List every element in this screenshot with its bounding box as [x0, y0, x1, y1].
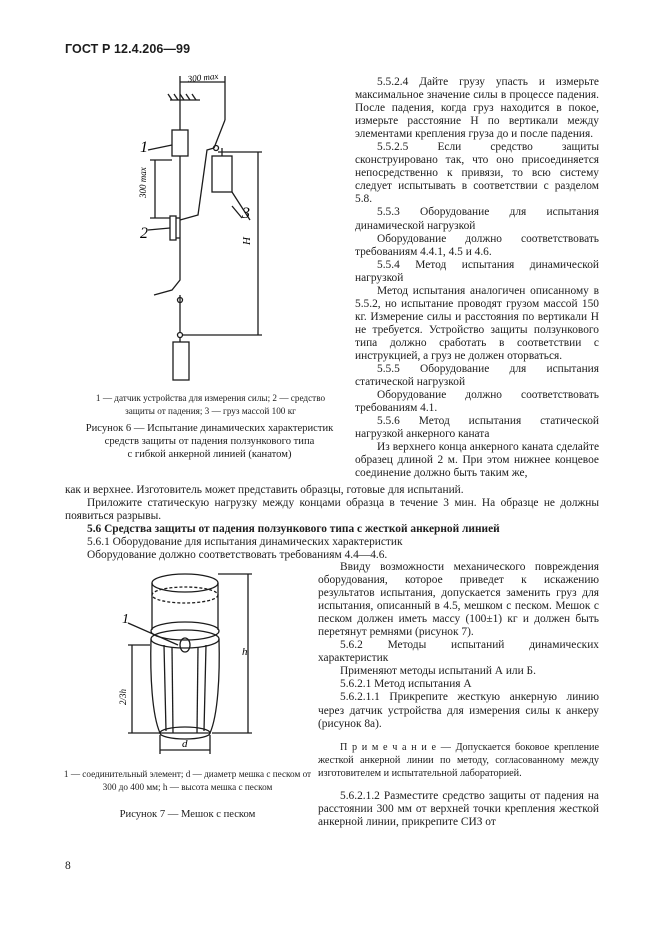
figure-6-caption-line-3: с гибкой анкерной линией (канатом) — [127, 449, 292, 460]
document-header: ГОСТ Р 12.4.206—99 — [65, 42, 191, 56]
figure-6-drawing — [110, 70, 360, 390]
figure-6-legend: 1 — датчик устройства для измерения силы; 2 — средство защиты от падения; 3 — груз массой 100 кг — [95, 393, 326, 416]
figure-6-caption — [72, 422, 347, 461]
fig6-dim-h: H — [241, 237, 253, 245]
fig6-dim-vert: 300 max — [138, 167, 148, 198]
full-width-section — [65, 484, 599, 562]
fig7-label-1: 1 — [122, 612, 129, 627]
fig6-label-1: 1 — [140, 139, 148, 156]
fig7-dim-h: h — [242, 646, 248, 658]
para-5-6-2-1-1: 5.6.2.1.1 Прикрепите жесткую анкерную линию через датчик устройства для измерения силы к анкеру (рисунок 8а). — [318, 691, 599, 730]
para-5-5-6-text: Из верхнего конца анкерного каната сделайте образец длиной 2 м. При этом нижнее концевое соединение должно быть таким же, — [355, 441, 599, 480]
figure-6-caption-line-2: средств защиты от падения ползункового типа — [104, 436, 315, 447]
para-5-5-4: 5.5.4 Метод испытания динамической нагрузкой — [355, 258, 599, 284]
para-5-5-2-5: 5.5.2.5 Если средство защиты сконструировано так, что оно присоединяется непосредственно к привязи, то всю систему следует испытывать в соответствии с разделом 5.8. — [355, 141, 599, 206]
para-sandbag: Ввиду возможности механического повреждения оборудования, которое приведет к искажению результатов испытания, допускается заменить груз для испытания, описанный в 4.5, мешком с песком. Мешок с песком должен иметь массу (100±1) кг и должен быть перетянут ремнями (рисунок 7). — [318, 561, 599, 639]
para-5-5-5: 5.5.5 Оборудование для испытания статической нагрузкой — [355, 363, 599, 389]
para-5-6-1: 5.6.1 Оборудование для испытания динамических характеристик — [87, 536, 403, 549]
para-5-5-4-text: Метод испытания аналогичен описанному в 5.5.2, но испытание проводят грузом массой 150 кг. Измерение силы и расстояния по вертикали H не требуется. Устройство защиты ползункового типа должно сработать в соответствии с инструкцией, а груз не должен оторваться. — [355, 284, 599, 362]
para-5-5-5-text: Оборудование должно соответствовать требованиям 4.1. — [355, 389, 599, 415]
fig6-dim-top: 300 max — [187, 70, 219, 84]
para-5-5-2-4: 5.5.2.4 Дайте грузу упасть и измерьте максимальное значение силы в процессе падения. После падения, когда груз находится в покое, измерьте расстояние H по вертикали между элементами крепления груза до и после падения. — [355, 76, 599, 141]
full-line-1: как и верхнее. Изготовитель может представить образцы, готовые для испытаний. — [65, 484, 464, 496]
para-5-6-2: 5.6.2 Методы испытаний динамических характеристик — [318, 639, 599, 665]
para-5-6-2-1-2: 5.6.2.1.2 Разместите средство защиты от падения на расстоянии 300 мм от верхней точки крепления жесткой анкерной линии, прикрепите СИЗ от — [318, 789, 599, 828]
fig6-label-2: 2 — [140, 225, 148, 242]
right-column-top — [355, 76, 599, 480]
figure-7-caption: Рисунок 7 — Мешок с песком — [119, 809, 256, 820]
para-5-6-1-text: Оборудование должно соответствовать требованиям 4.4—4.6. — [87, 549, 388, 562]
para-5-5-3: 5.5.3 Оборудование для испытания динамической нагрузкой — [355, 206, 599, 232]
figure-6-caption-line-1: Рисунок 6 — Испытание динамических характеристик — [85, 423, 334, 434]
right-column-bottom — [318, 561, 599, 829]
para-5-5-6: 5.5.6 Метод испытания статической нагрузкой анкерного каната — [355, 415, 599, 441]
fig7-dim-small: 2/3h — [118, 688, 128, 705]
full-line-2: Приложите статическую нагрузку между концами образца в течение 3 мин. На образце не должны появиться разрывы. — [65, 497, 599, 523]
fig6-label-3: 3 — [242, 205, 250, 222]
para-5-6-2-1: 5.6.2.1 Метод испытания А — [340, 678, 472, 691]
figure-7-drawing — [100, 565, 280, 765]
figure-7-legend: 1 — соединительный элемент; d — диаметр мешка с песком от 300 до 400 мм; h — высота мешка с песком — [63, 769, 312, 792]
para-5-6-2-text: Применяют методы испытаний А или Б. — [340, 665, 536, 678]
page-number: 8 — [65, 860, 71, 872]
section-5-6-heading: 5.6 Средства защиты от падения ползункового типа с жесткой анкерной линией — [87, 523, 500, 536]
para-5-5-3-text: Оборудование должно соответствовать требованиям 4.4.1, 4.5 и 4.6. — [355, 232, 599, 258]
note: П р и м е ч а н и е — Допускается боковое крепление жесткой анкерной линии по методу, согласованному между изготовителем и испытательной лабораторией. — [318, 741, 599, 779]
fig7-dim-d: d — [182, 738, 188, 750]
